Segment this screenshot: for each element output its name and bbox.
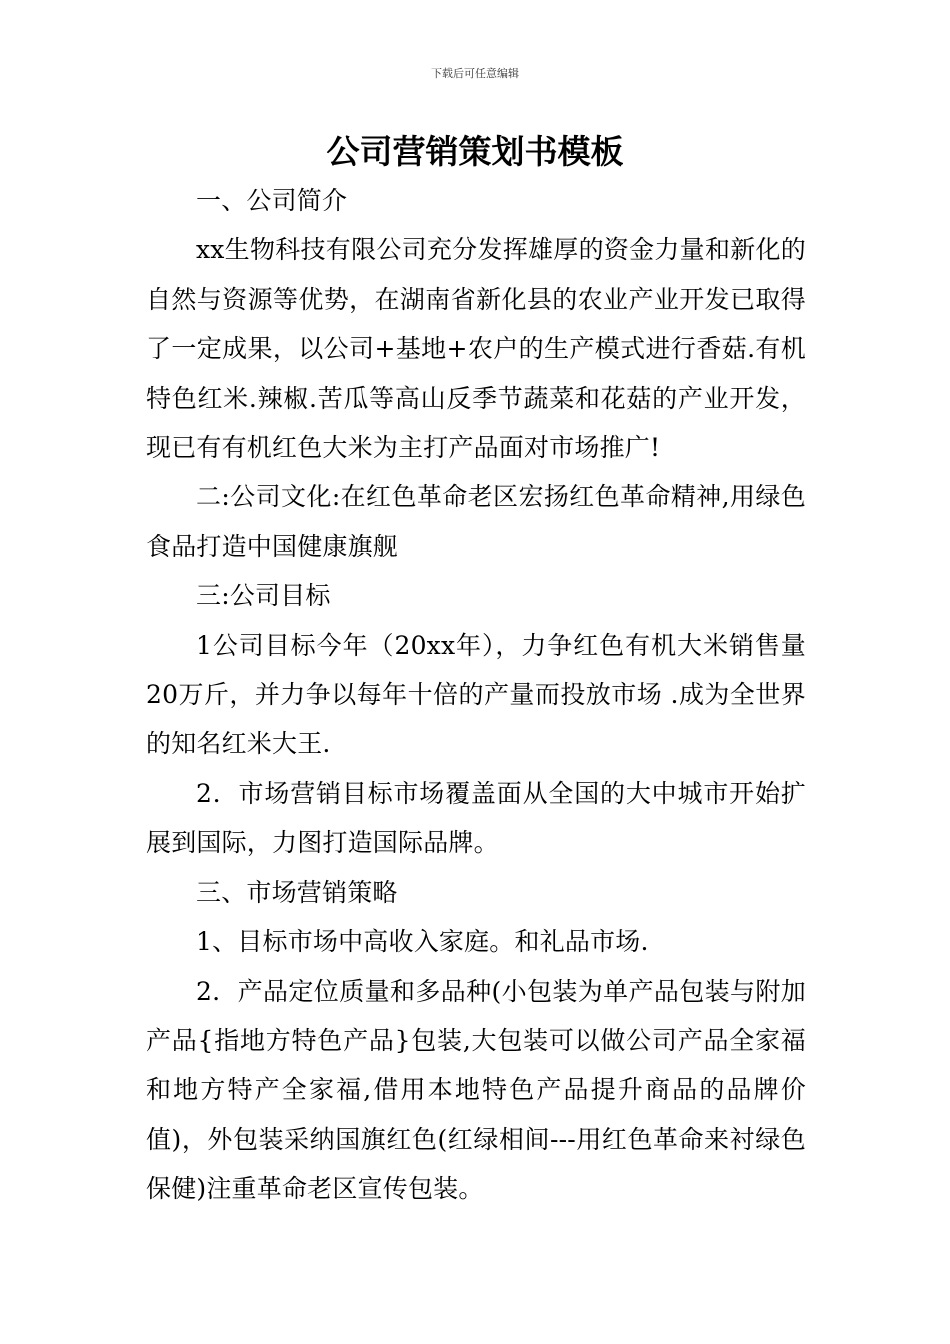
paragraph-strategy-1: 1、目标市场中高收入家庭。和礼品市场. (196, 927, 649, 957)
paragraph-company-intro: xx生物科技有限公司充分发挥雄厚的资金力量和新化的自然与资源等优势，在湖南省新化县的农业产业开发已取得了一定成果，以公司+基地+农户的生产模式进行香菇.有机特色红米.辣椒.苦瓜等高山反季节蔬菜和花菇的产业开发，现已有有机红色大米为主打产品面对市场推广! (146, 235, 806, 463)
section-heading-company-goals: 三:公司目标 (196, 581, 331, 611)
document-body (146, 176, 806, 1214)
paragraph-strategy-2: 2．产品定位质量和多品种(小包装为单产品包装与附加产品{指地方特色产品}包装,大包装可以做公司产品全家福和地方特产全家福,借用本地特色产品提升商品的品牌价值)，外包装采纳国旗红色(红绿相间---用红色革命来衬绿色保健)注重革命老区宣传包装。 (146, 976, 806, 1204)
section-heading-company-intro: 一、公司简介 (196, 186, 348, 215)
paragraph-goal-1: 1公司目标今年（20xx年），力争红色有机大米销售量20万斤，并力争以每年十倍的产量而投放市场 .成为全世界的知名红米大王. (146, 630, 806, 759)
section-heading-marketing-strategy: 三、市场营销策略 (196, 877, 398, 907)
document-title: 公司营销策划书模板 (326, 132, 624, 171)
paragraph-goal-2: 2．市场营销目标市场覆盖面从全国的大中城市开始扩展到国际，力图打造国际品牌。 (146, 778, 806, 858)
header-note: 下载后可任意编辑 (431, 67, 519, 80)
paragraph-company-culture: 二:公司文化:在红色革命老区宏扬红色革命精神,用绿色食品打造中国健康旗舰 (146, 482, 806, 561)
